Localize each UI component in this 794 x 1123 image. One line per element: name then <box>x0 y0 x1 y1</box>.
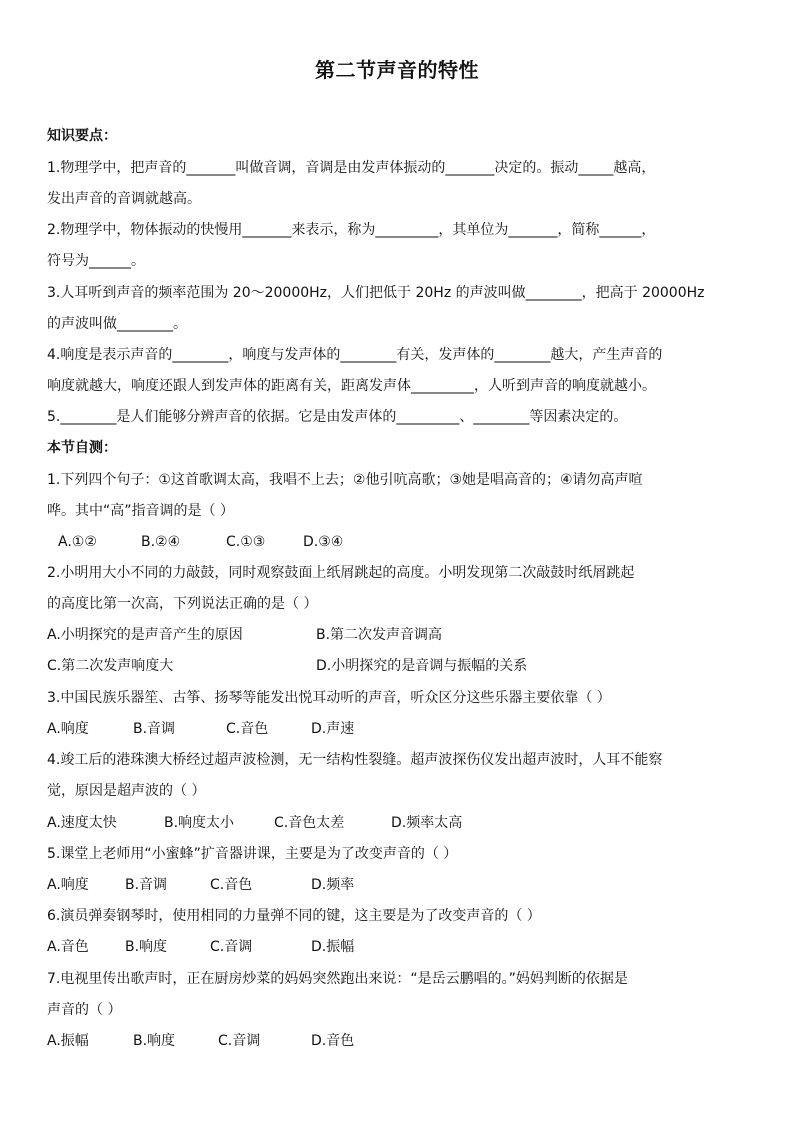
knowledge-line: 4.响度是表示声音的________，响度与发声体的________有关，发声体的________越大，产生声音的 <box>47 347 663 363</box>
question-3-text: 3.中国民族乐器笙、古筝、扬琴等能发出悦耳动听的声音，听众区分这些乐器主要依靠（ ） <box>47 690 611 706</box>
question-5-option-a: A.响度 <box>47 877 89 893</box>
question-6-option-d: D.振幅 <box>311 939 355 955</box>
question-4-option-b: B.响度太小 <box>164 815 235 831</box>
question-5-option-d: D.频率 <box>311 877 355 893</box>
knowledge-line: 发出声音的音调就越高。 <box>47 191 201 207</box>
question-7-text: 声音的（ ） <box>47 1002 122 1018</box>
knowledge-line: 符号为______。 <box>47 253 145 269</box>
question-3-option-c: C.音色 <box>226 721 269 737</box>
question-3-option-d: D.声速 <box>311 721 355 737</box>
question-4-text: 4.竣工后的港珠澳大桥经过超声波检测，无一结构性裂缝。超声波探伤仪发出超声波时，人耳不能察 <box>47 752 663 768</box>
question-1-option-a: A.①② <box>58 534 97 550</box>
knowledge-line: 响度就越大，响度还跟人到发声体的距离有关，距离发声体_________，人听到声音的响度就越小。 <box>47 378 656 394</box>
question-6-text: 6.演员弹奏钢琴时，使用相同的力量弹不同的键，这主要是为了改变声音的（ ） <box>47 908 541 924</box>
section-heading-selftest: 本节自测： <box>47 440 117 456</box>
question-1-option-b: B.②④ <box>141 534 181 550</box>
question-4-text: 觉，原因是超声波的（ ） <box>47 783 206 799</box>
question-4-option-d: D.频率太高 <box>391 815 463 831</box>
question-3-option-a: A.响度 <box>47 721 89 737</box>
question-3-option-b: B.音调 <box>133 721 176 737</box>
knowledge-line: 5.________是人们能够分辨声音的依据。它是由发声体的_________、________等因素决定的。 <box>47 409 628 425</box>
question-6-option-a: A.音色 <box>47 939 89 955</box>
question-7-option-b: B.响度 <box>133 1033 176 1049</box>
question-6-option-b: B.响度 <box>125 939 168 955</box>
question-7-option-d: D.音色 <box>311 1033 355 1049</box>
question-2-text: 2.小明用大小不同的力敲鼓，同时观察鼓面上纸屑跳起的高度。小明发现第二次敲鼓时纸屑跳起 <box>47 565 635 581</box>
question-7-text: 7.电视里传出歌声时，正在厨房炒菜的妈妈突然跑出来说：“是岳云鹏唱的。”妈妈判断的依据是 <box>47 971 628 987</box>
question-5-option-b: B.音调 <box>125 877 168 893</box>
question-2-text: 的高度比第一次高，下列说法正确的是（ ） <box>47 596 318 612</box>
question-1-option-c: C.①③ <box>226 534 266 550</box>
question-7-option-a: A.振幅 <box>47 1033 89 1049</box>
page-title: 第二节声音的特性 <box>315 58 479 82</box>
question-1-option-d: D.③④ <box>303 534 344 550</box>
question-1-text: 1.下列四个句子：①这首歌调太高，我唱不上去；②他引吭高歌；③她是唱高音的；④请勿高声喧 <box>47 472 643 488</box>
question-2-option-b: B.第二次发声音调高 <box>316 627 443 643</box>
question-4-option-a: A.速度太快 <box>47 815 117 831</box>
section-heading-knowledge: 知识要点： <box>47 128 117 144</box>
question-1-text: 哗。其中“高”指音调的是（ ） <box>47 503 234 519</box>
question-2-option-a: A.小明探究的是声音产生的原因 <box>47 627 243 643</box>
question-5-text: 5.课堂上老师用“小蜜蜂”扩音器讲课，主要是为了改变声音的（ ） <box>47 846 458 862</box>
knowledge-line: 2.物理学中，物体振动的快慢用_______来表示，称为_________，其单位为_______，简称______， <box>47 222 656 238</box>
question-2-option-c: C.第二次发声响度大 <box>47 658 174 674</box>
question-2-option-d: D.小明探究的是音调与振幅的关系 <box>316 658 528 674</box>
question-5-option-c: C.音色 <box>210 877 253 893</box>
knowledge-line: 1.物理学中，把声音的_______叫做音调，音调是由发声体振动的_______决定的。振动_____越高， <box>47 160 656 176</box>
knowledge-line: 的声波叫做________。 <box>47 316 187 332</box>
question-4-option-c: C.音色太差 <box>274 815 345 831</box>
question-6-option-c: C.音调 <box>210 939 253 955</box>
question-7-option-c: C.音调 <box>218 1033 261 1049</box>
knowledge-line: 3.人耳听到声音的频率范围为 20～20000Hz，人们把低于 20Hz 的声波叫做________，把高于 20000Hz <box>47 285 705 301</box>
